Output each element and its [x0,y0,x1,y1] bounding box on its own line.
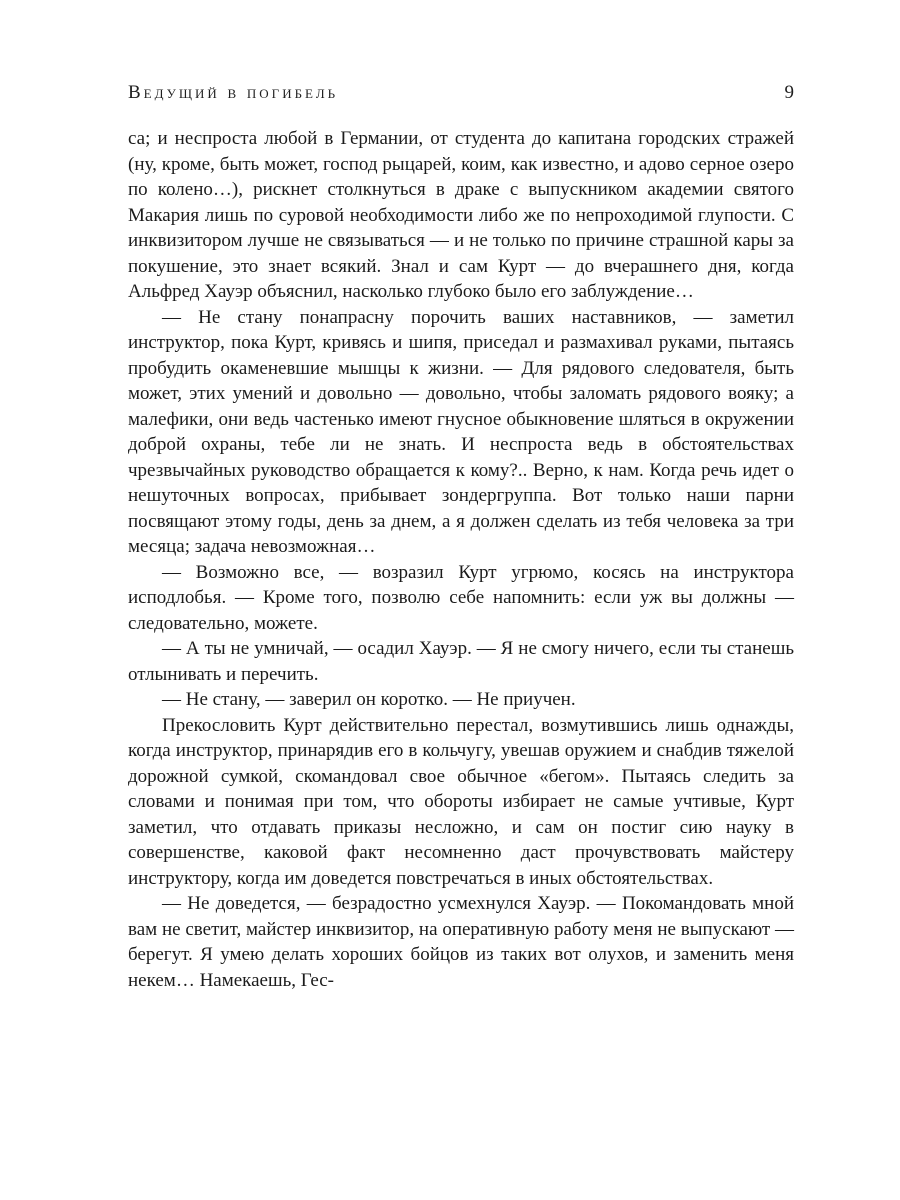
running-title: Ведущий в погибель [128,82,339,103]
paragraph: — А ты не умничай, — осадил Хауэр. — Я не смогу ничего, если ты станешь отлынивать и перечить. [128,638,794,685]
page-header [128,82,794,104]
page-number: 9 [784,82,794,103]
paragraph: Прекословить Курт действительно перестал, возмутившись лишь однажды, когда инструктор, принарядив его в кольчугу, увешав оружием и снабдив тяжелой дорожной сумкой, скомандовал свое обычное «бегом». Пытаясь следить за словами и понимая при том, что обороты избирает не самые учтивые, Курт заметил, что отдавать приказы несложно, и сам он постиг сию науку в совершенстве, каковой факт несомненно даст прочувствовать майстеру инструктору, когда им доведется повстречаться в иных обстоятельствах. [128,714,794,889]
paragraph: — Не стану понапрасну порочить ваших наставников, — заметил инструктор, пока Курт, кривясь и шипя, приседал и размахивал руками, пытаясь пробудить окаменевшие мышцы к жизни. — Для рядового следователя, быть может, этих умений и довольно — довольно, чтобы заломать рядового вояку; а малефики, они ведь частенько имеют гнусное обыкновение шляться в окружении доброй охраны, тебе ли не знать. И неспроста ведь в обстоятельствах чрезвычайных руководство обращается к кому?.. Верно, к нам. Когда речь идет о нешуточных вопросах, прибывает зондергруппа. Вот только наши парни посвящают этому годы, день за днем, а я должен сделать из тебя человека за три месяца; задача невозможная… [128,306,794,557]
paragraph: са; и неспроста любой в Германии, от студента до капитана городских стражей (ну, кроме, быть может, господ рыцарей, коим, как известно, и адово серное озеро по колено…), рискнет столкнуться в драке с выпускником академии святого Макария лишь по суровой необходимости либо же по непроходимой глупости. С инквизитором лучше не связываться — и не только по причине страшной кары за покушение, это знает всякий. Знал и сам Курт — до вчерашнего дня, когда Альфред Хауэр объяснил, насколько глубоко было его заблуждение… [128,128,794,302]
page-body [128,126,794,993]
paragraph: — Не стану, — заверил он коротко. — Не приучен. [162,689,576,710]
paragraph: — Возможно все, — возразил Курт угрюмо, косясь на инструктора исподлобья. — Кроме того, позволю себе напомнить: если уж вы должны — следовательно, можете. [128,561,794,634]
paragraph: — Не доведется, — безрадостно усмехнулся Хауэр. — Покомандовать мной вам не светит, майстер инквизитор, на оперативную работу меня не выпускают — берегут. Я умею делать хороших бойцов из таких вот олухов, и заменить меня некем… Намекаешь, Гес- [128,893,794,991]
